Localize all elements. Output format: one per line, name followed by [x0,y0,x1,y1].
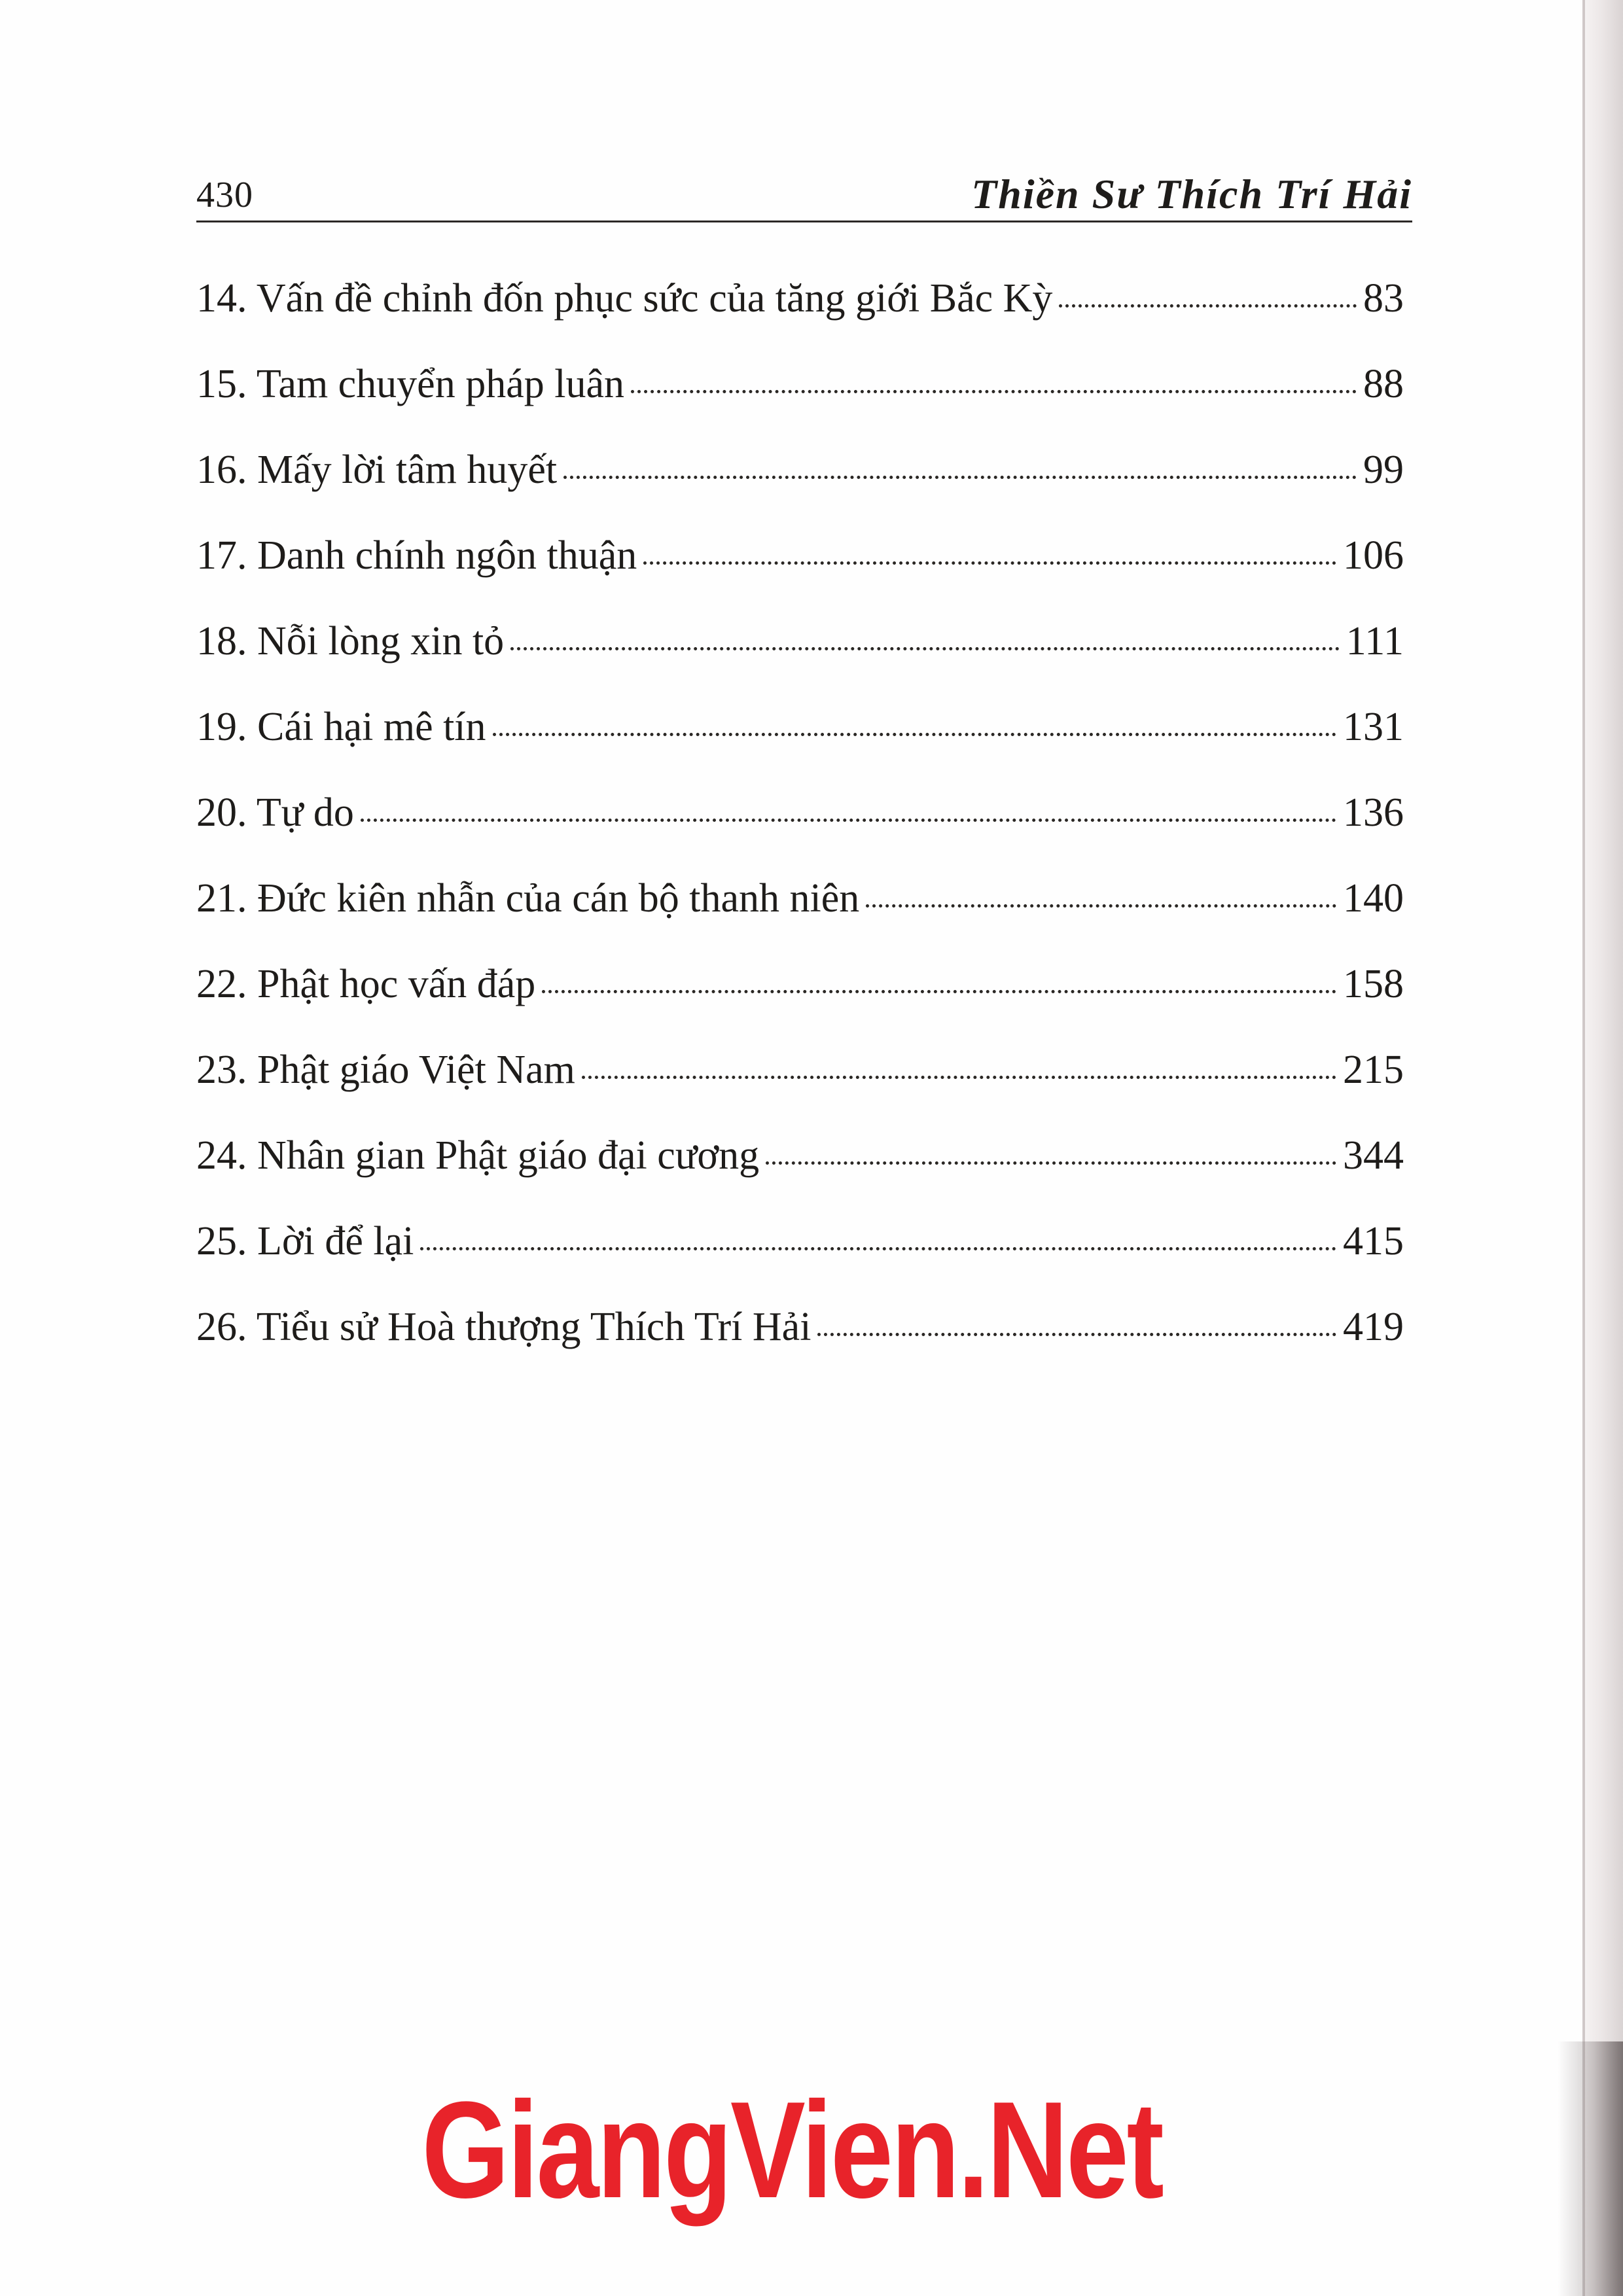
toc-entry-page: 131 [1343,705,1404,749]
page-header [196,164,1412,222]
toc-leader-dots [631,390,1357,393]
toc-entry-page: 419 [1343,1305,1404,1349]
toc-entry [196,1221,1404,1307]
toc-entry-page: 83 [1363,276,1404,321]
running-title: Thiền Sư Thích Trí Hải [971,171,1412,217]
toc-entry [196,1135,1404,1221]
toc-entry [196,450,1404,535]
toc-leader-dots [582,1076,1336,1079]
toc-entry-title: 23. Phật giáo Việt Nam [196,1048,575,1092]
toc-leader-dots [361,819,1336,822]
toc-entry-title: 14. Vấn đề chỉnh đốn phục sức của tăng giới Bắc Kỳ [196,276,1053,321]
watermark: GiangVien.Net [421,2073,1162,2227]
toc-entry-page: 88 [1363,362,1404,406]
toc-entry [196,878,1404,964]
page-number: 430 [196,175,253,215]
toc-entry-page: 344 [1343,1133,1404,1178]
toc-entry-title: 26. Tiểu sử Hoà thượng Thích Trí Hải [196,1305,812,1349]
table-of-contents [196,278,1404,1392]
toc-leader-dots [817,1333,1336,1336]
toc-entry [196,1307,1404,1392]
toc-entry-title: 19. Cái hại mê tín [196,705,486,749]
toc-leader-dots [643,561,1336,565]
toc-entry-title: 24. Nhân gian Phật giáo đại cương [196,1133,760,1178]
toc-entry-title: 21. Đức kiên nhẫn của cán bộ thanh niên [196,876,860,921]
page-edge-shadow [1584,0,1623,2296]
toc-entry [196,964,1404,1050]
toc-entry-title: 25. Lời để lại [196,1219,414,1263]
toc-entry [196,792,1404,878]
toc-entry-title: 20. Tự do [196,790,354,835]
toc-leader-dots [766,1161,1336,1165]
toc-entry-page: 215 [1343,1048,1404,1092]
toc-entry-title: 18. Nỗi lòng xin tỏ [196,619,505,663]
toc-entry-page: 99 [1363,448,1404,492]
toc-entry-page: 140 [1343,876,1404,921]
toc-entry-title: 22. Phật học vấn đáp [196,962,536,1006]
page-corner-shadow [1558,2041,1623,2296]
page-edge-line [1582,0,1585,2296]
toc-entry [196,278,1404,364]
toc-entry [196,707,1404,792]
toc-entry-page: 136 [1343,790,1404,835]
toc-entry [196,535,1404,621]
toc-leader-dots [1059,304,1357,308]
toc-leader-dots [493,733,1336,736]
toc-entry-page: 415 [1343,1219,1404,1263]
toc-entry-title: 16. Mấy lời tâm huyết [196,448,558,492]
toc-entry [196,1050,1404,1135]
toc-entry-title: 17. Danh chính ngôn thuận [196,533,637,578]
toc-entry-page: 158 [1343,962,1404,1006]
toc-entry-page: 106 [1343,533,1404,578]
header-rule [196,221,1412,222]
toc-entry [196,621,1404,707]
toc-leader-dots [542,990,1336,993]
toc-leader-dots [866,904,1336,908]
toc-leader-dots [510,647,1339,650]
toc-leader-dots [420,1247,1336,1250]
toc-entry-title: 15. Tam chuyển pháp luân [196,362,624,406]
toc-leader-dots [563,476,1357,479]
toc-entry-page: 111 [1346,619,1404,663]
toc-entry [196,364,1404,450]
